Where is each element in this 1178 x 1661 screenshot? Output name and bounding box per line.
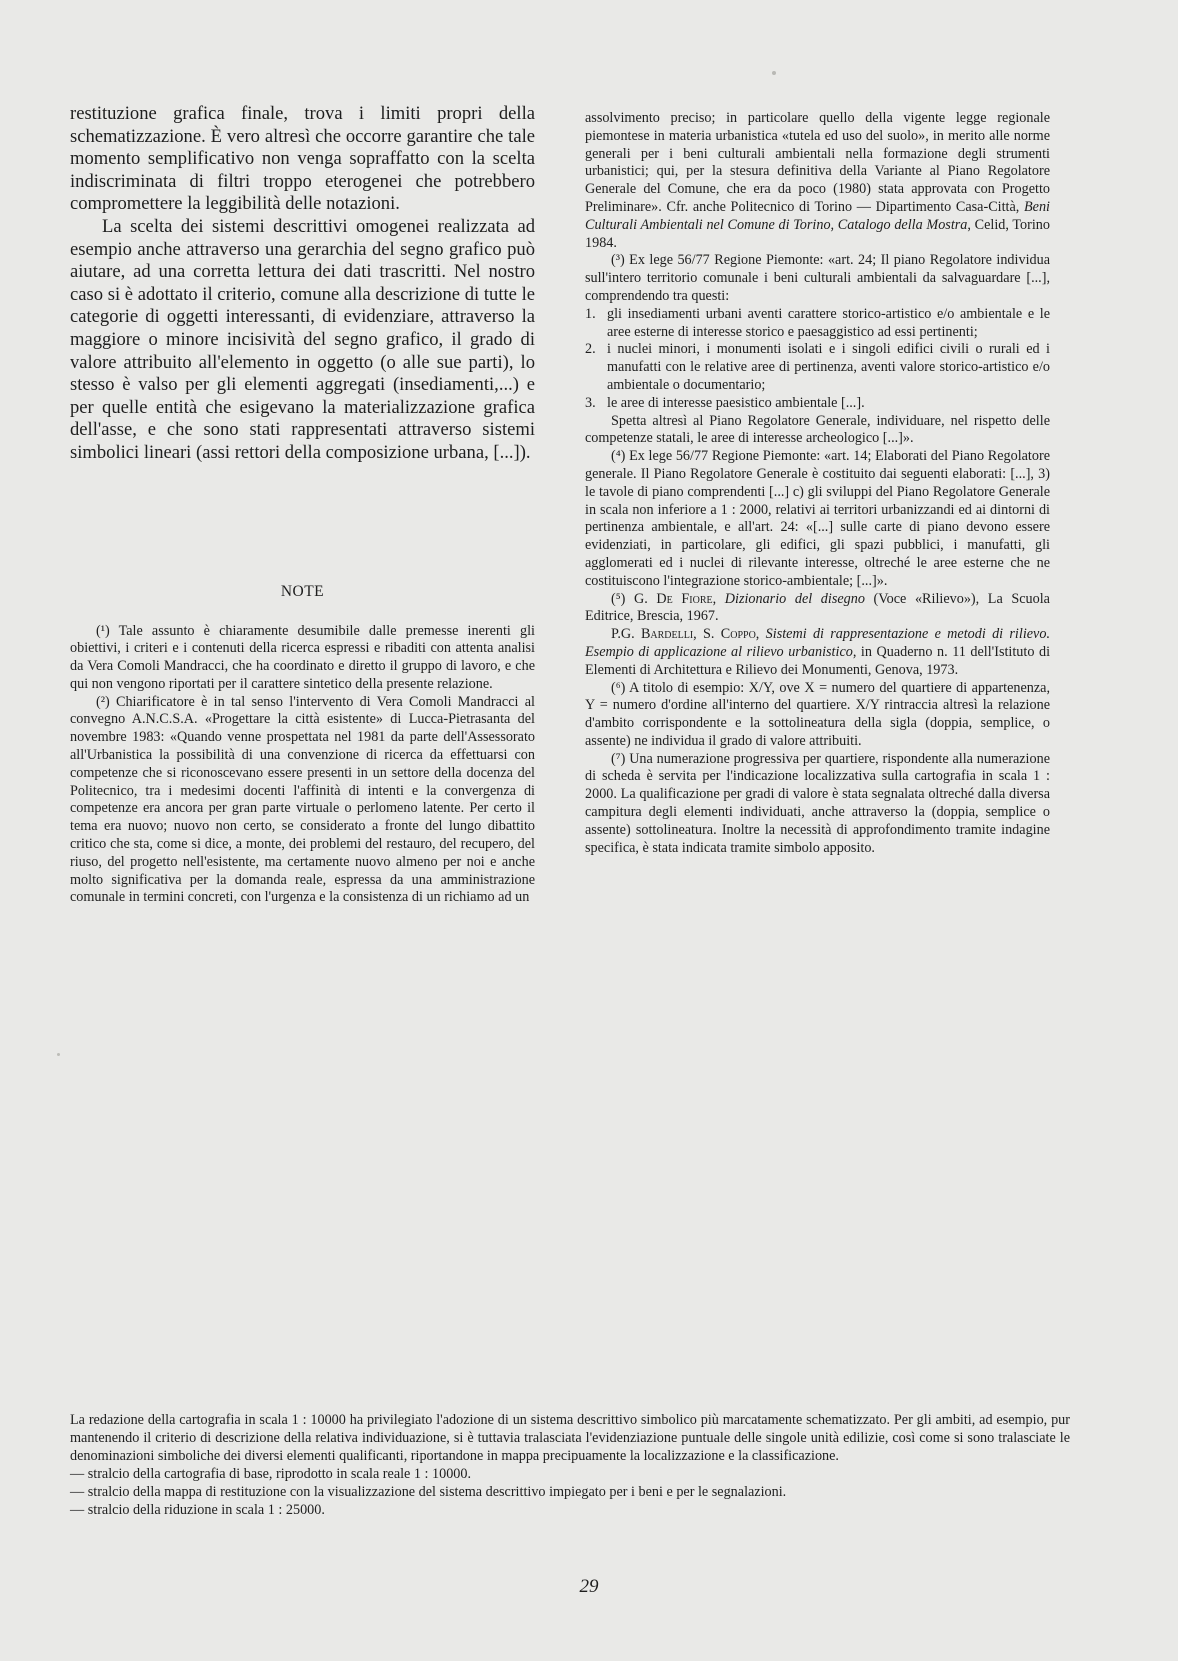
page-number: 29: [579, 1576, 599, 1597]
footnote-author: G. De Fiore,: [625, 590, 725, 607]
footnote-2-continued: [585, 110, 1050, 252]
footnote-7: [585, 751, 1050, 858]
footnote-text: , Celid, Torino 1984.: [585, 216, 1050, 251]
list-item: [585, 395, 1050, 413]
footnote-number: (⁶): [611, 679, 626, 696]
list-item: [585, 341, 1050, 394]
list-number: 1.: [585, 305, 596, 322]
footnote-text: Chiarificatore è in tal senso l'intervento di Vera Comoli Mandracci al convegno A.N.C.S.A. «Progettare la città esistente» di Lucca-Pietrasanta del novembre 1983: «Quando venne prospettata nel 1981 da parte dell'Assessorato all'Urbanistica la possibilità di una convenzione di ricerca da effettuarsi con competenze che si riconoscevano essere presenti in un settore della docenza del Politecnico, tra i medesimi docenti l'affinità di intenti e la convergenza di competenze era ancora per gran parte virtuale o perlomeno latente. Per certo il tema era nuovo; nuovo non certo, se considerato a fronte del lungo dibattito critico che sta, come si dice, a monte, dei problemi del restauro, del recupero, del riuso, del progetto nell'esistente, ma certamente nuovo almeno per noi e anche molto significativa per la domanda reale, espressa da una amministrazione comunale in termini concreti, con l'urgenza e la consistenza di un richiamo ad un: [70, 693, 535, 906]
footnote-text: Ex lege 56/77 Regione Piemonte: «art. 14; Elaborati del Piano Regolatore generale. Il Piano Regolatore Generale è costituito dai seguenti elaborati: [...], 3) le tavole di piano comprendenti [...] c) gli sviluppi del Piano Regolatore Generale in scala non inferiore a 1 : 2000, relativi ai territori urbanizzandi ed ai dintorni di pertinenza ambientale, e all'art. 24: «[...] sulle carte di piano devono essere evidenziati, in particolare, gli edifici, gli spazi pubblici, i manufatti, gli agglomerati ed i nuclei di rilevante interesse, oltreché le aree esterne che ne costituiscono l'integrazione storico-ambientale; [...]».: [585, 448, 1050, 589]
footnote-3-list: [585, 306, 1050, 413]
footnote-5-reference: [585, 626, 1050, 679]
footnote-text: , in Quaderno n. 11 dell'Istituto di Elementi di Architettura e Rilievo dei Monumenti, Genova, 1973.: [585, 643, 1051, 678]
footnote-6: [585, 680, 1050, 751]
footnote-3: [585, 252, 1050, 305]
list-text: le aree di interesse paesistico ambientale [...].: [607, 394, 865, 411]
footnote-italic-title: Dizionario del disegno: [724, 590, 865, 607]
footnote-text: Tale assunto è chiaramente desumibile dalle premesse inerenti gli obiettivi, i criteri e i contenuti della ricerca espressi e ribaditi con attenta analisi da Vera Comoli Mandracci, che ha coordinato e diretto il gruppo di lavoro, e che qui non vengono riportati per il carattere sintetico della presente relazione.: [70, 622, 535, 692]
list-text: i nuclei minori, i monumenti isolati e i singoli edifici civili o rurali ed i manufatti con le relative aree di pertinenza, aventi valore storico-artistico e/o ambientale o documentario;: [607, 341, 1050, 393]
footnote-5: [585, 591, 1050, 627]
paper-speck: [772, 71, 776, 75]
footnote-text: A titolo di esempio: X/Y, ove X = numero del quartiere di appartenenza, Y = numero d'ordine all'interno del quartiere. X/Y rintraccia altresì la relazione d'ambito corrispondente e la sottolineatura della sigla (doppia, semplice, o assente) ne individua il grado di valore attribuiti.: [585, 679, 1050, 749]
list-number: 2.: [585, 341, 596, 358]
footnote-number: (¹): [96, 622, 110, 639]
footnote-author: P.G. Bardelli, S. Coppo,: [611, 626, 766, 643]
caption-item: — stralcio della cartografia di base, riprodotto in scala reale 1 : 10000.: [70, 1466, 472, 1483]
caption-text: La redazione della cartografia in scala 1 : 10000 ha privilegiato l'adozione di un sistema descrittivo simbolico più marcatamente schematizzato. Per gli ambiti, ad esempio, pur mantenendo il criterio di descrizione della relativa individuazione, si è tuttavia tralasciata l'evidenziazione puntuale delle singole unità edilizie, così come si sono tralasciate le denominazioni simboliche dei diversi elementi qualificanti, riportandone in mappa precipuamente la localizzazione e la classificazione.: [70, 1412, 1070, 1464]
footnote-number: (⁴): [611, 448, 626, 465]
caption-item: — stralcio della riduzione in scala 1 : 25000.: [70, 1502, 325, 1519]
footnote-italic-title: Beni Culturali Ambientali nel Comune di Torino, Catalogo della Mostra: [585, 198, 1050, 233]
paper-speck: [57, 1053, 60, 1056]
figure-caption: [70, 1412, 1070, 1519]
footnote-number: (³): [611, 252, 625, 269]
list-item: [585, 306, 1050, 342]
footnote-1: [70, 623, 535, 694]
footnote-3-continued: Spetta altresì al Piano Regolatore Generale, individuare, nel rispetto delle competenze statali, le aree di interesse archeologico [...]».: [585, 412, 1050, 447]
footnote-text: assolvimento preciso; in particolare quello della vigente legge regionale piemontese in materia urbanistica «tutela ed uso del suolo», in merito alle norme generali per i beni culturali ambientali nella formazione degli strumenti urbanistici; qui, per la stesura definitiva della Variante al Piano Regolatore Generale del Comune, che era da poco (1980) stata approvata con Progetto Preliminare». Cfr. anche Politecnico di Torino — Dipartimento Casa-Città,: [585, 110, 1050, 215]
left-column: [70, 103, 535, 907]
footnote-italic-title: Sistemi di rappresentazione e metodi di rilievo. Esempio di applicazione al rilievo urbanistico: [585, 626, 1050, 660]
footnote-text: (Voce «Rilievo»), La Scuola Editrice, Brescia, 1967.: [585, 590, 1050, 625]
footnote-text: Una numerazione progressiva per quartiere, rispondente alla numerazione di scheda è servita per l'indicazione localizzativa sulla cartografia in scala 1 : 2000. La qualificazione per gradi di valore è stata segnalata oltreché dalla diversa campitura degli elementi individuati, anche attraverso la (doppia, semplice o assente) sottolineatura. Inoltre la necessità di approfondimento tramite indagine specifica, è stata indicata tramite simbolo apposito.: [585, 750, 1050, 856]
footnote-number: (⁷): [611, 750, 626, 767]
footnote-4: [585, 448, 1050, 590]
list-text: gli insediamenti urbani aventi carattere storico-artistico e/o ambientale e le aree esterne di interesse storico e paesaggistico ad essi pertinenti;: [607, 305, 1050, 340]
footnote-2: [70, 694, 535, 908]
caption-item: — stralcio della mappa di restituzione con la visualizzazione del sistema descrittivo impiegato per i beni e per le segnalazioni.: [70, 1484, 787, 1501]
body-paragraph: La scelta dei sistemi descrittivi omogenei realizzata ad esempio anche attraverso una gerarchia del segno grafico può aiutare, ad una corretta lettura dei dati trascritti. Nel nostro caso si è adottato il criterio, comune alla descrizione di tutte le categorie di oggetti interessanti, di evidenziare, attraverso la maggiore o minore incisività del segno grafico, il grado di valore attribuito all'elemento in oggetto (o alle sue parti), lo stesso è valso per gli elementi aggregati (insediamenti,...) e per quelle entità che esigevano la materializzazione grafica dell'asse, e che sono stati rappresentati attraverso sistemi simbolici lineari (assi rettori della composizione urbana, [...]).: [70, 215, 535, 463]
list-number: 3.: [585, 394, 596, 411]
footnote-number: (⁵): [611, 590, 626, 607]
body-paragraph: restituzione grafica finale, trova i limiti propri della schematizzazione. È vero altresì che occorre garantire che tale momento semplificativo non venga sopraffatto con la scelta indiscriminata di filtri troppo eterogenei che potrebbero compromettere la leggibilità delle notazioni.: [70, 103, 535, 215]
notes-heading: NOTE: [280, 582, 325, 600]
footnote-number: (²): [96, 693, 110, 710]
footnote-text: Ex lege 56/77 Regione Piemonte: «art. 24; Il piano Regolatore individua sull'intero territorio comunale i beni culturali ambientali da salvaguardare [...], comprendendo tra questi:: [585, 252, 1050, 304]
right-column: [585, 110, 1050, 857]
